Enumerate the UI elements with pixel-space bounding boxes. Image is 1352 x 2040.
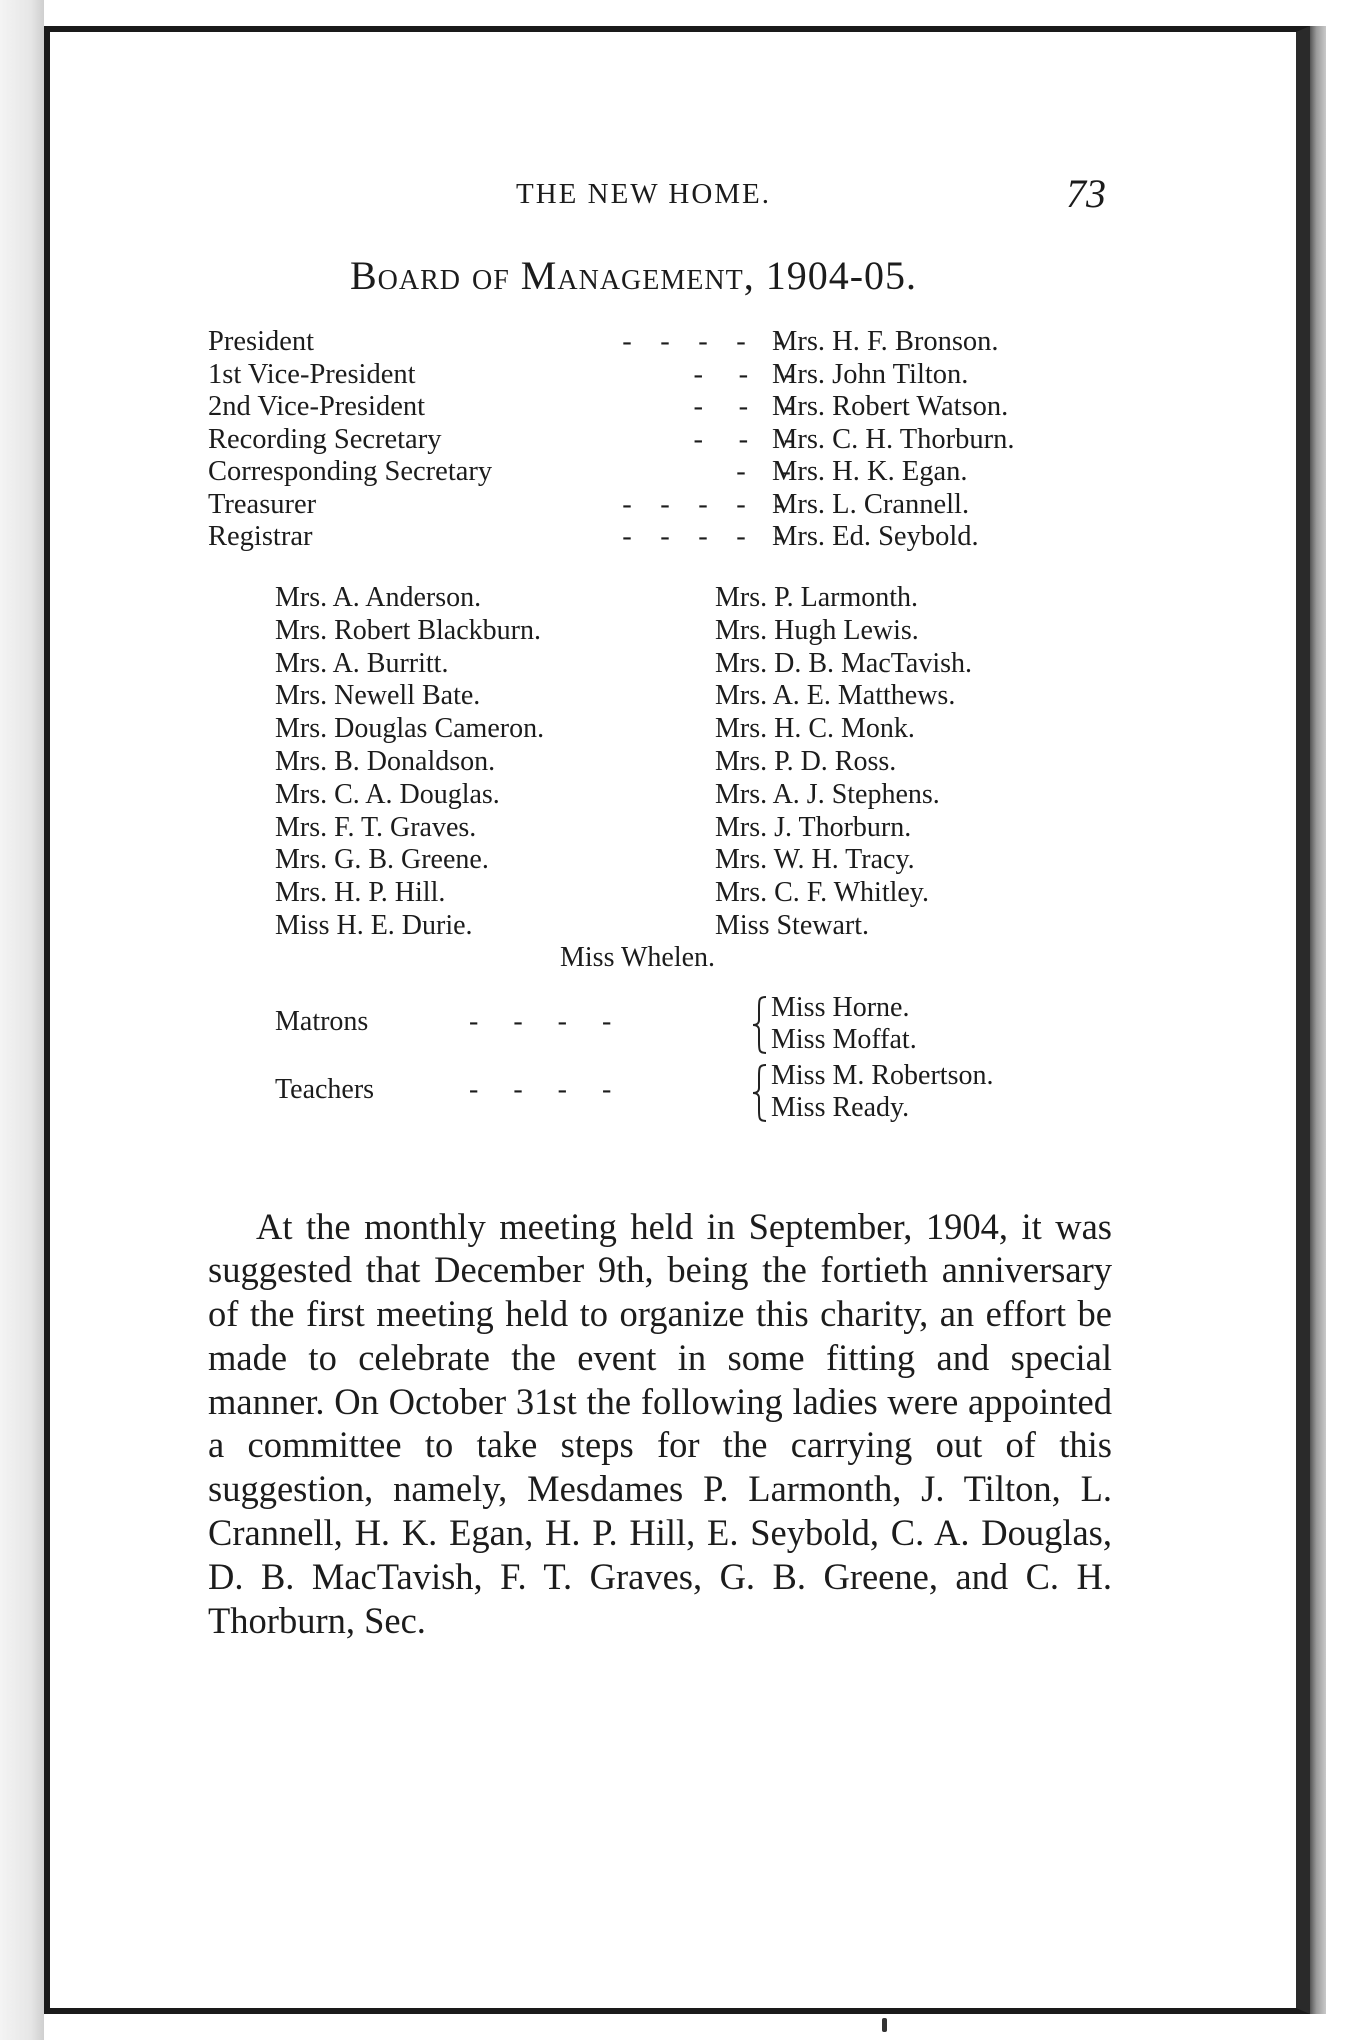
brace-icon	[751, 1062, 769, 1124]
leader-dots: - - - - -	[608, 326, 784, 357]
staff-group-teachers	[275, 1060, 1125, 1128]
page-right-edge	[1310, 26, 1326, 2014]
member-name: Mrs. Newell Bate.	[275, 680, 481, 712]
member-name: Mrs. A. Burritt.	[275, 647, 449, 679]
officer-row	[208, 424, 1118, 457]
staff-name: Miss Ready.	[771, 1092, 910, 1123]
staff-label: Matrons	[275, 1006, 369, 1037]
member-row	[275, 812, 1095, 845]
staff-list	[275, 992, 1125, 1128]
member-name: Miss H. E. Durie.	[275, 909, 473, 941]
member-row	[275, 648, 1095, 681]
staff-name: Miss Moffat.	[771, 1024, 917, 1055]
member-name: Mrs. Robert Blackburn.	[275, 614, 541, 646]
member-name: Mrs. C. F. Whitley.	[715, 877, 929, 909]
officer-row	[208, 521, 1118, 554]
member-name: Miss Stewart.	[715, 909, 869, 941]
member-name: Mrs. Hugh Lewis.	[715, 614, 919, 646]
officer-role: Recording Secretary	[208, 423, 442, 455]
officer-role: President	[208, 326, 315, 357]
officer-name: Mrs. L. Crannell.	[772, 488, 970, 520]
leader-dots: - -	[608, 456, 791, 487]
officer-role: 2nd Vice-President	[208, 391, 426, 422]
leader-dots: - - - -	[455, 1074, 612, 1105]
leader-dots: - - - -	[455, 1006, 612, 1037]
member-row	[275, 746, 1095, 779]
member-name: Mrs. H. C. Monk.	[715, 713, 915, 745]
member-row	[275, 615, 1095, 648]
leader-dots: - - - - -	[608, 521, 784, 552]
officer-name: Mrs. Robert Watson.	[772, 391, 1009, 422]
leader-dots: - - - - -	[608, 488, 784, 520]
member-name: Mrs. A. J. Stephens.	[715, 778, 940, 810]
officer-role: Corresponding Secretary	[208, 456, 493, 487]
member-row	[275, 910, 1095, 943]
brace-icon	[751, 994, 769, 1056]
leader-dots: - - -	[608, 423, 794, 455]
leader-dots: - - -	[608, 358, 794, 390]
officer-row	[208, 359, 1118, 392]
scan-left-margin	[0, 0, 44, 2040]
member-name: Mrs. A. Anderson.	[275, 582, 482, 613]
member-name: Mrs. P. D. Ross.	[715, 745, 897, 777]
board-members	[275, 582, 1095, 943]
member-row	[275, 877, 1095, 910]
page-number: 73	[1066, 171, 1106, 216]
officer-role: Registrar	[208, 521, 313, 552]
member-row	[275, 680, 1095, 713]
member-name: Mrs. C. A. Douglas.	[275, 778, 500, 810]
member-row	[275, 713, 1095, 746]
member-name: Mrs. J. Thorburn.	[715, 811, 912, 843]
member-name: Mrs. Douglas Cameron.	[275, 713, 545, 745]
staff-name: Miss Horne.	[771, 992, 910, 1023]
leader-dots: - - -	[608, 391, 794, 422]
member-name: Mrs. B. Donaldson.	[275, 745, 496, 777]
body-paragraph: At the monthly meeting held in September, 1904, it was suggested that December 9th, being the fortieth anniversary of the first meeting held to organize this charity, an effort be made to celebrate the event in some fitting and special manner. On October 31st the following ladies were appointed a committee to take steps for the carrying out of this suggestion, namely, Mesdames P. Larmonth, J. Tilton, L. Crannell, H. K. Egan, H. P. Hill, E. Seybold, C. A. Douglas, D. B. MacTavish, F. T. Graves, G. B. Greene, and C. H. Thorburn, Sec.	[208, 1205, 1112, 1641]
officer-row	[208, 326, 1118, 359]
member-center-name: Miss Whelen.	[560, 942, 716, 973]
member-name: Mrs. D. B. MacTavish.	[715, 647, 973, 679]
member-name: Mrs. G. B. Greene.	[275, 844, 489, 876]
running-head: THE NEW HOME.	[516, 178, 772, 210]
officer-row	[208, 391, 1118, 424]
member-name: Mrs. F. T. Graves.	[275, 811, 477, 843]
officer-row	[208, 456, 1118, 489]
scan-mark	[882, 2018, 887, 2032]
officer-name: Mrs. C. H. Thorburn.	[772, 423, 1015, 455]
officer-role: 1st Vice-President	[208, 358, 416, 390]
officer-name: Mrs. John Tilton.	[772, 358, 969, 390]
officer-name: Mrs. H. K. Egan.	[772, 456, 968, 487]
staff-label: Teachers	[275, 1074, 375, 1105]
member-name: Mrs. P. Larmonth.	[715, 582, 918, 613]
officer-row	[208, 489, 1118, 522]
staff-group-matrons	[275, 992, 1125, 1060]
board-title: Board of Management, 1904-05.	[350, 253, 918, 298]
officers-list	[208, 326, 1118, 554]
member-name: Mrs. A. E. Matthews.	[715, 680, 956, 712]
member-name: Mrs. W. H. Tracy.	[715, 844, 915, 876]
member-name: Mrs. H. P. Hill.	[275, 877, 446, 909]
member-row	[275, 582, 1095, 615]
staff-name: Miss M. Robertson.	[771, 1060, 994, 1091]
officer-name: Mrs. H. F. Bronson.	[772, 326, 999, 357]
officer-name: Mrs. Ed. Seybold.	[772, 521, 979, 552]
member-row	[275, 844, 1095, 877]
member-row	[275, 779, 1095, 812]
officer-role: Treasurer	[208, 488, 317, 520]
